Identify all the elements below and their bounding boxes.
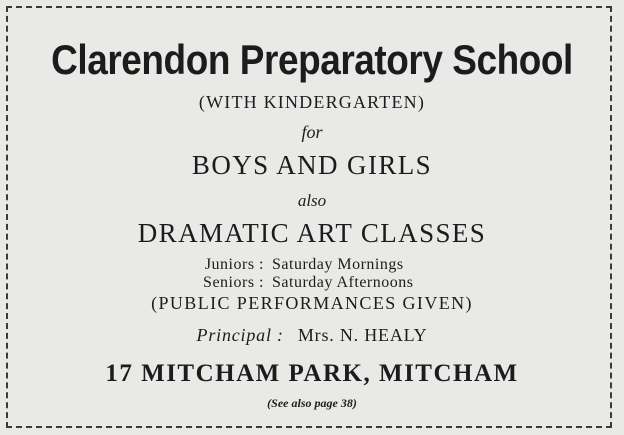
schedule-value: Saturday Mornings xyxy=(272,256,404,273)
schedule-row-juniors xyxy=(0,256,624,274)
schedule-value: Saturday Afternoons xyxy=(272,274,414,291)
class-schedule xyxy=(0,256,624,292)
principal-line xyxy=(0,325,624,346)
schedule-label: Juniors : xyxy=(204,256,264,273)
principal-label: Principal : xyxy=(196,325,284,345)
principal-name: Mrs. N. HEALY xyxy=(297,325,428,345)
kindergarten-subtitle: (WITH KINDERGARTEN) xyxy=(198,92,426,112)
audience-text: BOYS AND GIRLS xyxy=(191,150,433,180)
school-title: Clarendon Preparatory School xyxy=(51,36,573,83)
see-also-note: (See also page 38) xyxy=(267,396,357,410)
classes-heading: DRAMATIC ART CLASSES xyxy=(137,218,487,248)
schedule-row-seniors xyxy=(0,274,624,292)
for-text: for xyxy=(301,122,323,142)
also-text: also xyxy=(297,191,327,210)
performances-note: (PUBLIC PERFORMANCES GIVEN) xyxy=(151,293,473,313)
schedule-label: Seniors : xyxy=(203,274,264,291)
school-address: 17 MITCHAM PARK, MITCHAM xyxy=(105,360,519,387)
